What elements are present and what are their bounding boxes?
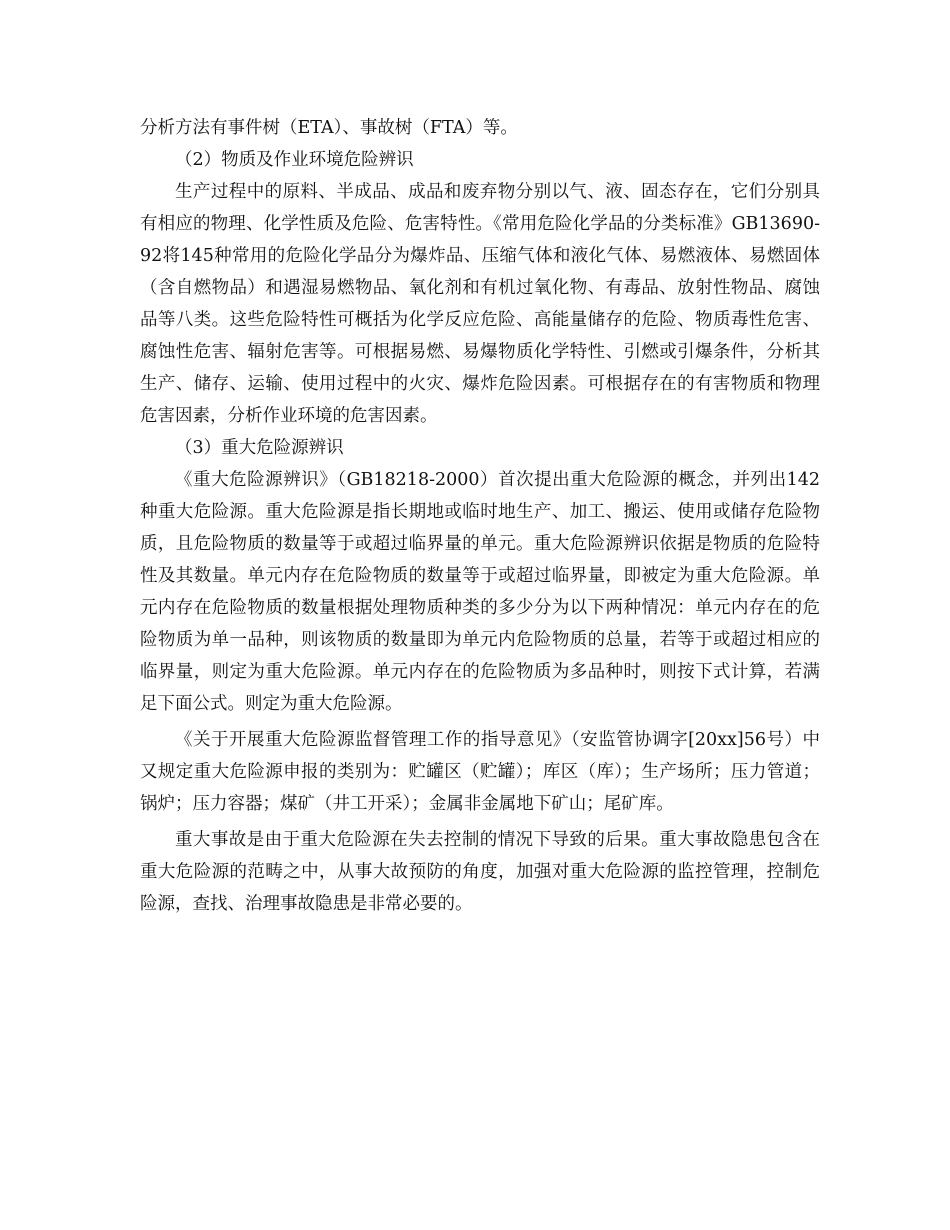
- document-page: [140, 112, 820, 920]
- paragraph-material-hazard: 生产过程中的原料、半成品、成品和废弃物分别以气、液、固态存在，它们分别具有相应的物理、化学性质及危险、危害特性。《常用危险化学品的分类标准》GB13690-92将145种常用的危险化学品分为爆炸品、压缩气体和液化气体、易燃液体、易燃固体（含自燃物品）和遇湿易燃物品、氧化剂和有机过氧化物、有毒品、放射性物品、腐蚀品等八类。这些危险特性可概括为化学反应危险、高能量储存的危险、物质毒性危害、腐蚀性危害、辐射危害等。可根据易燃、易爆物质化学特性、引燃或引爆条件，分析其生产、储存、运输、使用过程中的火灾、爆炸危险因素。可根据存在的有害物质和物理危害因素，分析作业环境的危害因素。: [140, 182, 820, 426]
- paragraph-supervision-guidance: 《关于开展重大危险源监督管理工作的指导意见》（安监管协调字[20xx]56号）中又规定重大危险源申报的类别为：贮罐区（贮罐）；库区（库）；生产场所；压力管道；锅炉；压力容器；煤矿（井工开采）；金属非金属地下矿山；尾矿库。: [140, 730, 820, 814]
- paragraph-major-hazard-identification: 《重大危险源辨识》（GB18218-2000）首次提出重大危险源的概念，并列出142种重大危险源。重大危险源是指长期地或临时地生产、加工、搬运、使用或储存危险物质，且危险物质的数量等于或超过临界量的单元。重大危险源辨识依据是物质的危险特性及其数量。单元内存在危险物质的数量等于或超过临界量，即被定为重大危险源。单元内存在危险物质的数量根据处理物质种类的多少分为以下两种情况：单元内存在的危险物质为单一品种，则该物质的数量即为单元内危险物质的总量，若等于或超过相应的临界量，则定为重大危险源。单元内存在的危险物质为多品种时，则按下式计算，若满足下面公式。则定为重大危险源。: [140, 470, 820, 714]
- section-heading-major-hazard: （3）重大危险源辨识: [175, 438, 344, 458]
- section-heading-material-hazard: （2）物质及作业环境危险辨识: [175, 150, 414, 170]
- paragraph-major-accident: 重大事故是由于重大危险源在失去控制的情况下导致的后果。重大事故隐患包含在重大危险源的范畴之中，从事大故预防的角度，加强对重大危险源的监控管理，控制危险源，查找、治理事故隐患是非常必要的。: [140, 830, 820, 914]
- paragraph-analysis-methods: 分析方法有事件树（ETA）、事故树（FTA）等。: [140, 118, 518, 138]
